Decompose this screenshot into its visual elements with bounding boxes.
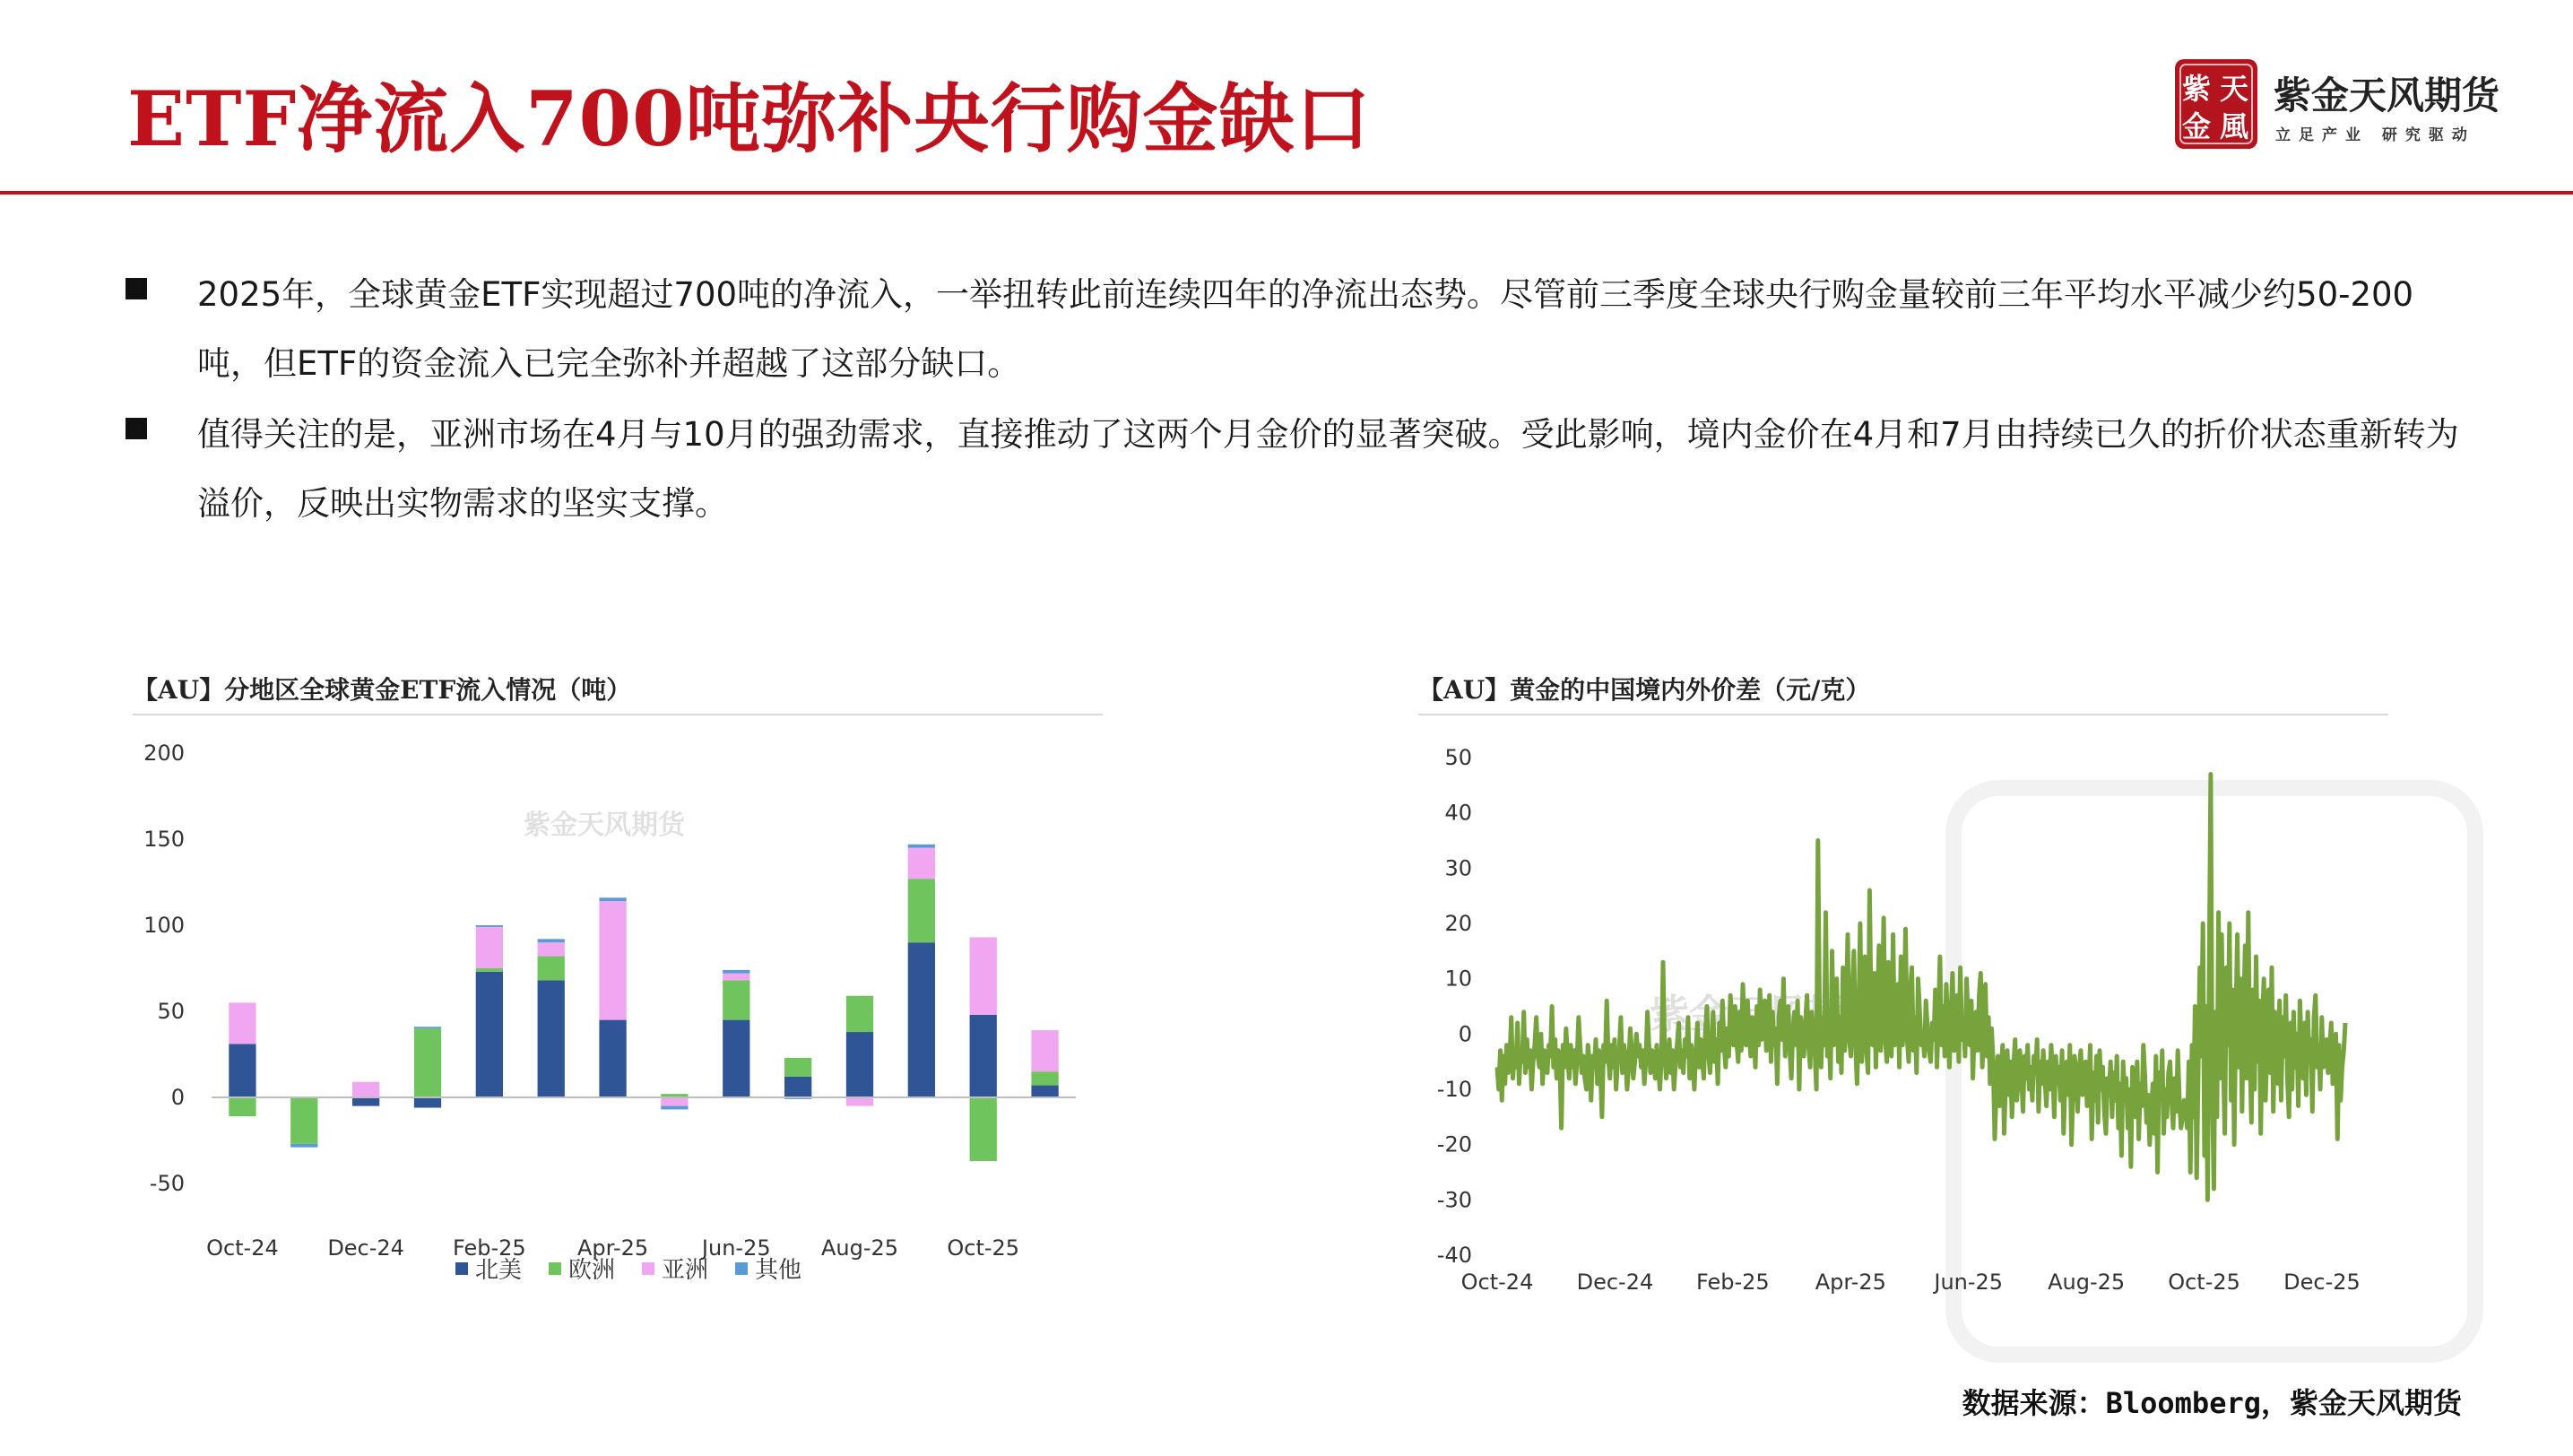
bar-segment [599,1020,626,1097]
bar-segment [538,939,565,942]
bar-segment [723,974,749,981]
legend-swatch-europe [549,1262,561,1275]
y-tick-label: -50 [149,1171,185,1196]
bar-segment [476,925,503,927]
legend-item [642,1252,708,1285]
legend-item [455,1252,522,1285]
x-tick-label: Oct-25 [947,1235,1020,1261]
legend-swatch-north-america [455,1262,468,1275]
y-tick-label: 200 [143,741,185,766]
bar-segment [784,1058,811,1077]
bar-segment [290,1097,317,1144]
price-spread-line-chart [1416,735,2403,1309]
legend-label: 亚洲 [662,1257,709,1284]
y-tick-label: 0 [1458,1021,1472,1047]
bar-segment [846,996,873,1032]
bar-segment [846,1097,873,1106]
company-slogan: 立足产业 研究驱动 [2275,126,2475,144]
legend-item [549,1252,615,1285]
bar-segment [1031,1030,1058,1071]
y-tick-label: 50 [157,999,185,1024]
etf-chart-title: 【AU】分地区全球黄金ETF流入情况（吨） [133,675,632,705]
etf-chart-title-rule [133,714,1103,715]
bar-segment [229,1002,256,1044]
x-tick-label: Dec-24 [1576,1270,1654,1295]
bar-segment [290,1144,317,1148]
company-name: 紫金天风期货 [2274,74,2500,117]
svg-text:風: 風 [2219,109,2249,143]
bar-segment [229,1097,256,1116]
header-divider [0,191,2573,195]
y-tick-label: 40 [1444,800,1472,826]
bar-segment [229,1044,256,1097]
x-tick-label: Oct-25 [2168,1270,2240,1295]
legend-label: 其他 [755,1257,802,1284]
bar-segment [476,927,503,968]
x-tick-label: Jun-25 [701,1235,771,1261]
bar-segment [1031,1071,1058,1085]
bar-segment [846,1032,873,1097]
bar-segment [414,1097,441,1108]
watermark-text: 紫金天风期货 [524,810,685,841]
y-tick-label: 20 [1444,911,1472,936]
price-spread-chart-title-rule [1418,714,2388,715]
etf-flow-bar-chart [126,726,1103,1261]
bar-segment [970,937,997,1014]
bar-segment [661,1097,688,1106]
bar-segment [538,942,565,956]
price-spread-line [1497,775,2345,1200]
bar-segment [352,1082,379,1097]
legend-item [735,1252,801,1285]
bar-segment [908,848,935,880]
bar-segment [908,942,935,1097]
y-tick-label: 100 [143,913,185,938]
bar-segment [352,1097,379,1106]
svg-text:天: 天 [2219,72,2249,106]
bar-segment [599,897,626,901]
bar-segment [661,1106,688,1110]
bar-segment [538,980,565,1097]
bar-segment [784,1077,811,1097]
legend-label: 北美 [475,1257,523,1284]
bar-segment [476,968,503,972]
x-tick-label: Aug-25 [820,1235,899,1261]
x-tick-label: Apr-25 [1815,1270,1886,1295]
legend-swatch-asia [642,1262,654,1275]
svg-text:金: 金 [2181,109,2212,143]
bar-segment [414,1027,441,1028]
bullet-item [126,400,2474,538]
bar-segment [723,970,749,974]
etf-chart-legend [455,1252,801,1285]
x-tick-label: Dec-25 [2283,1270,2361,1295]
bullet-text: 值得关注的是，亚洲市场在4月与10月的强劲需求，直接推动了这两个月金价的显著突破。受此影响，境内金价在4月和7月由持续已久的折价状态重新转为溢价，反映出实物需求的坚实支撑。 [197,415,2459,523]
company-logo [2170,56,2510,154]
y-tick-label: -10 [1436,1077,1472,1102]
watermark-text: 紫金天风期货 [1650,992,1886,1037]
x-tick-label: Jun-25 [1934,1270,2004,1295]
square-bullet-icon [126,418,147,439]
y-tick-label: 50 [1444,745,1472,770]
legend-swatch-other [735,1262,748,1275]
bar-segment [970,1097,997,1161]
svg-text:紫: 紫 [2181,72,2212,106]
y-tick-label: -20 [1436,1131,1472,1157]
x-tick-label: Apr-25 [576,1235,649,1261]
x-tick-label: Feb-25 [1696,1270,1770,1295]
bar-segment [723,980,749,1019]
bar-segment [723,1020,749,1097]
bar-segment [538,957,565,981]
bar-segment [1031,1086,1058,1097]
bar-segment [908,879,935,942]
y-tick-label: 0 [170,1085,185,1110]
bar-segment [476,972,503,1097]
x-tick-label: Feb-25 [453,1235,526,1261]
x-tick-label: Oct-24 [206,1235,279,1261]
seal-icon [2175,59,2257,149]
page-title: ETF净流入700吨弥补央行购金缺口 [127,74,1372,163]
legend-label: 欧洲 [568,1257,616,1284]
bar-segment [414,1028,441,1097]
x-tick-label: Oct-24 [1460,1270,1534,1295]
bullet-item [126,260,2474,398]
y-tick-label: 150 [143,827,185,852]
y-tick-label: 10 [1444,966,1472,992]
x-tick-label: Dec-24 [327,1235,404,1261]
bar-segment [908,845,935,848]
y-tick-label: -30 [1436,1187,1472,1213]
y-tick-label: 30 [1444,855,1472,881]
bar-segment [970,1015,997,1097]
square-bullet-icon [126,278,147,299]
bullet-list [126,260,2474,540]
data-source-note: 数据来源：Bloomberg，紫金天风期货 [1962,1386,2462,1420]
bar-segment [599,901,626,1019]
price-spread-chart-title: 【AU】黄金的中国境内外价差（元/克） [1418,675,1871,705]
y-tick-label: -40 [1436,1243,1472,1268]
x-tick-label: Aug-25 [2048,1270,2126,1295]
bullet-text: 2025年，全球黄金ETF实现超过700吨的净流入，一举扭转此前连续四年的净流出态势。尽管前三季度全球央行购金量较前三年平均水平减少约50-200吨，但ETF的资金流入已完全弥补并超越了这部分缺口。 [197,275,2414,383]
